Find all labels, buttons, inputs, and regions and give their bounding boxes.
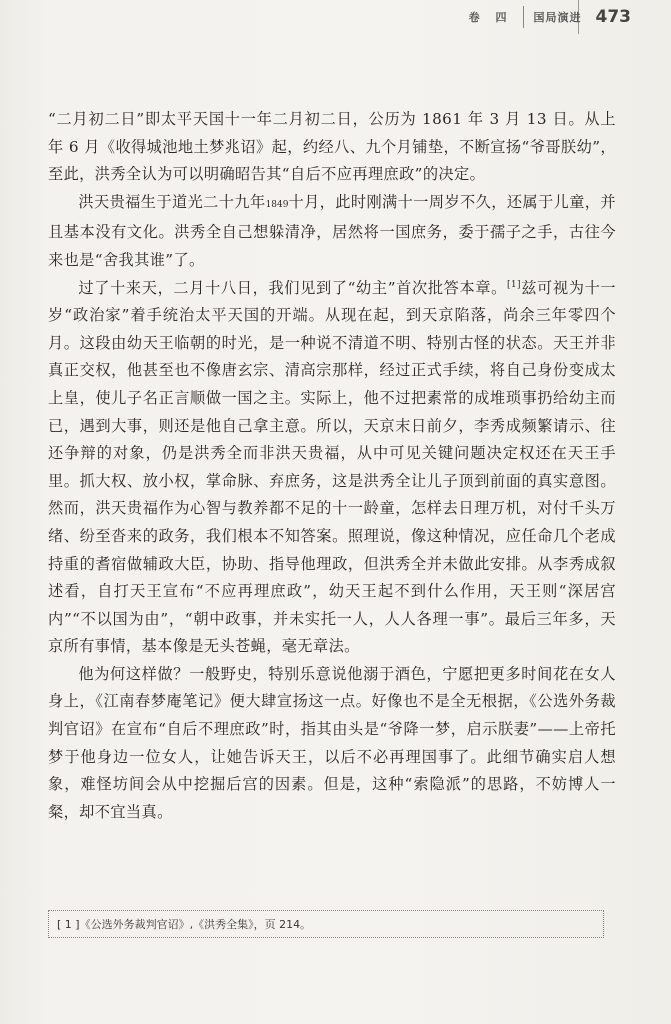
paragraph-3 (48, 275, 616, 661)
paragraph-1: “二月初二日”即太平天国十一年二月初二日，公历为 1861 年 3 月 13 日。从上年 6 月《收得城池地土梦兆诏》起，约经八、九个月铺垫，不断宣扬“爷哥朕幼”，至此，洪秀全认为可以明确昭告其“自后不应再理庶政”的决定。 (48, 110, 616, 184)
paragraph-3-part-a: 过了十来天，二月十八日，我们见到了“幼主”首次批答本章。 (78, 278, 508, 297)
body-text (48, 106, 616, 826)
footnote-reference[interactable]: [1] (507, 279, 521, 290)
paragraph-2-part-b: 十月，此时刚满十一周岁不久，还属于儿童，并且基本没有文化。洪秀全自己想躲清净，居然将一国庶务，委于孺子之手，古往今来也是“舍我其谁”了。 (48, 192, 616, 269)
paragraph-2-part-a: 洪天贵福生于道光二十九年 (78, 192, 266, 211)
chapter-label: 卷 四 (468, 11, 513, 24)
header-divider (523, 6, 524, 28)
paragraph-3-part-b: 兹可视为十一岁“政治家”着手统治太平天国的开端。从现在起，到天京陷落，尚余三年零四个月。这段由幼天王临朝的时光，是一种说不清道不明、特别古怪的状态。天王并非真正交权，他甚至也不像唐玄宗、清高宗那样，经过正式手续，将自己身份变成太上皇，使儿子名正言顺做一国之主。实际上，他不过把素常的成堆琐事扔给幼主而已，遇到大事，则还是他自己拿主意。所以，天京末日前夕，李秀成频繁请示、往还争辩的对象，仍是洪秀全而非洪天贵福，从中可见关键问题决定权还在天王手里。抓大权、放小权，掌命脉、弃庶务，这是洪秀全让儿子顶到前面的真实意图。然而，洪天贵福作为心智与教养都不足的十一龄童，怎样去日理万机，对付千头万绪、纷至沓来的政务，我们根本不知答案。照理说，像这种情况，应任命几个老成持重的耆宿做辅政大臣，协助、指导他理政，但洪秀全并未做此安排。从李秀成叙述看，自打天王宣布“不应再理庶政”，幼天王起不到什么作用，天王则“深居宫内”“不以国为由”，“朝中政事，并未实托一人，人人各理一事”。最后三年多，天京所有事情，基本像是无头苍蝇，毫无章法。 (48, 278, 616, 656)
page-number: 473 (595, 7, 631, 27)
section-label: 国局演进 (533, 11, 582, 24)
paragraph-4: 他为何这样做？一般野史，特别乐意说他溺于酒色，宁愿把更多时间花在女人身上，《江南春梦庵笔记》便大肆宣扬这一点。好像也不是全无根据，《公选外务裁判官诏》在宣布“自后不理庶政”时，指其由头是“爷降一梦，启示朕妻”——上帝托梦于他身边一位女人，让她告诉天王，以后不必再理国事了。此细节确实启人想象，难怪坊间会从中挖掘后宫的因素。但是，这种“索隐派”的思路，不妨博人一粲，却不宜当真。 (48, 664, 616, 821)
footnote-text: [ 1 ]《公选外务裁判官诏》,《洪秀全集》，页 214。 (57, 918, 312, 931)
footnote (48, 910, 604, 938)
running-header (469, 4, 631, 30)
paragraph-2 (48, 189, 616, 275)
year-annotation: 1849 (265, 199, 289, 210)
